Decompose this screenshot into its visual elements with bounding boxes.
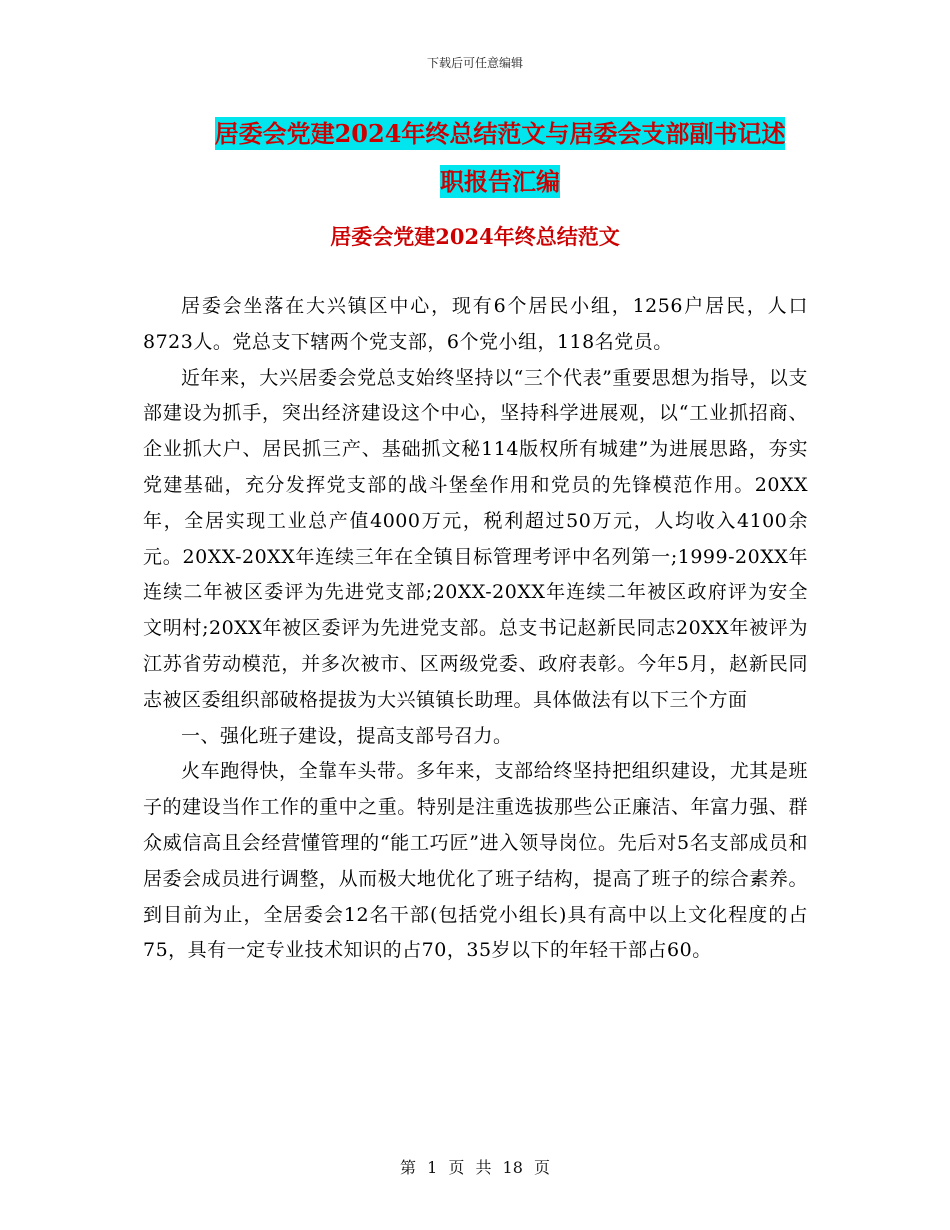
page-number: 第 1 页 共 18 页 [400, 1158, 550, 1177]
document-title-line-1: 居委会党建2024年终总结范文与居委会支部副书记述 [214, 119, 786, 148]
paragraph-heading: 一、强化班子建设，提高支部号召力。 [181, 724, 513, 747]
document-title [185, 110, 815, 206]
document-body [143, 289, 808, 969]
document-title-line-2: 职报告汇编 [440, 167, 560, 196]
paragraph: 火车跑得快，全靠车头带。多年来，支部给终坚持把组织建设，尤其是班子的建设当作工作的重中之重。特别是注重选拔那些公正廉洁、年富力强、群众威信高且会经营懂管理的“能工巧匠”进入领导岗位。先后对5名支部成员和居委会成员进行调整，从而极大地优化了班子结构，提高了班子的综合素养。到目前为止，全居委会12名干部(包括党小组长)具有高中以上文化程度的占75，具有一定专业技术知识的占70，35岁以下的年轻干部占60。 [143, 760, 808, 962]
paragraph: 近年来，大兴居委会党总支始终坚持以“三个代表”重要思想为指导，以支部建设为抓手，突出经济建设这个中心，坚持科学进展观，以“工业抓招商、企业抓大户、居民抓三产、基础抓文秘114版权所有城建”为进展思路，夯实党建基础，充分发挥党支部的战斗堡垒作用和党员的先锋模范作用。20XX年，全居实现工业总产值4000万元，税利超过50万元，人均收入4100余元。20XX-20XX年连续三年在全镇目标管理考评中名列第一;1999-20XX年连续二年被区委评为先进党支部;20XX-20XX年连续二年被区政府评为安全文明村;20XX年被区委评为先进党支部。总支书记赵新民同志20XX年被评为江苏省劳动模范，并多次被市、区两级党委、政府表彰。今年5月，赵新民同志被区委组织部破格提拔为大兴镇镇长助理。具体做法有以下三个方面 [143, 366, 808, 711]
paragraph: 居委会坐落在大兴镇区中心，现有6个居民小组，1256户居民，人口8723人。党总支下辖两个党支部，6个党小组，118名党员。 [143, 295, 808, 353]
header-note: 下载后可任意编辑 [426, 56, 523, 70]
section-title: 居委会党建2024年终总结范文 [330, 224, 620, 249]
